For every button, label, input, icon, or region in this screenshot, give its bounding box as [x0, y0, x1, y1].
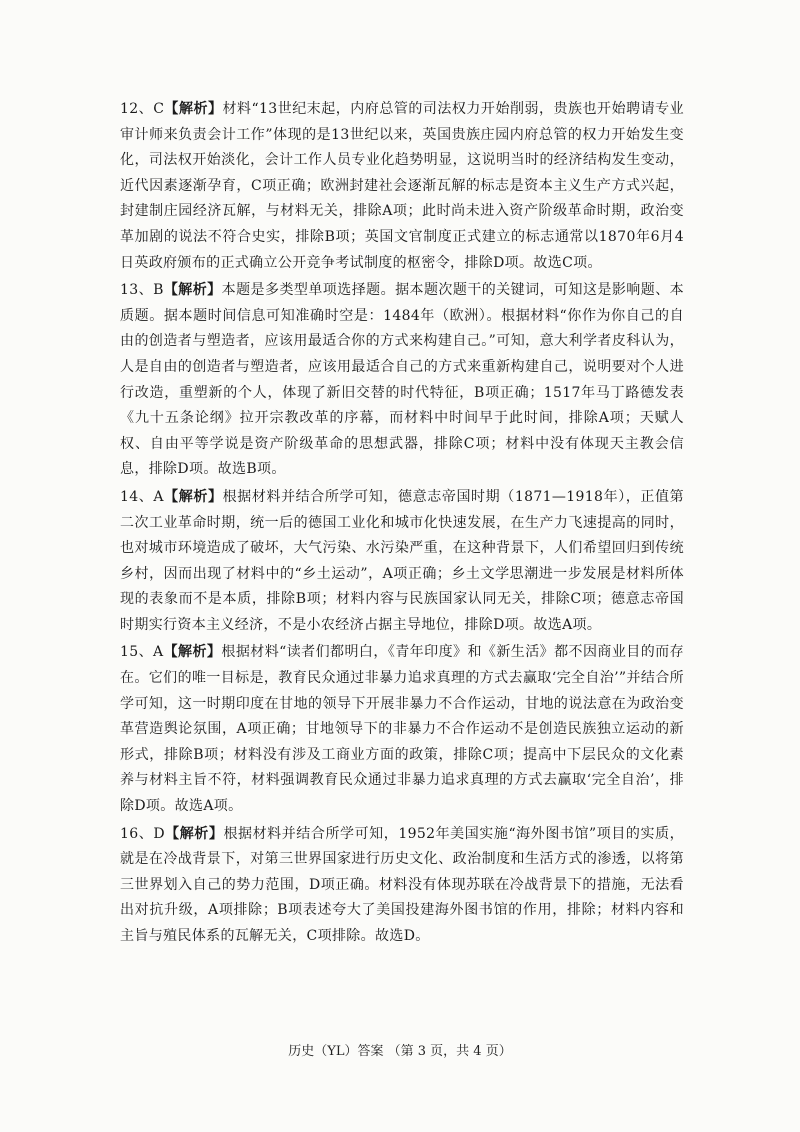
analysis-text: 材料“13世纪末起，内府总管的司法权力开始削弱，贵族也开始聘请专业审计师来负责会计工作”体现的是13世纪以来，英国贵族庄园内府总管的权力开始发生变化，司法权开始淡化，会计工作人员专业化趋势明显，这说明当时的经济结构发生变动，近代因素逐渐孕育，C项正确；欧洲封建社会逐渐瓦解的标志是资本主义生产方式兴起，封建制庄园经济瓦解，与材料无关，排除A项；此时尚未进入资产阶级革命时期，政治变革加剧的说法不符合史实，排除B项；英国文官制度正式建立的标志通常以1870年6月4日英政府颁布的正式确立公开竞争考试制度的枢密令，排除D项。故选C项。: [120, 101, 684, 271]
answer-letter: C: [153, 101, 165, 117]
analysis-tag: 【解析】: [163, 644, 222, 661]
analysis-tag: 【解析】: [164, 825, 224, 842]
analysis-text: 根据材料“读者们都明白，《青年印度》和《新生活》都不因商业目的而存在。它们的唯一目标是，教育民众通过非暴力追求真理的方式去赢取‘完全自治’”并结合所学可知，这一时期印度在甘地的领导下开展非暴力不合作运动，甘地的说法意在为政治变革营造舆论氛围，A项正确；甘地领导下的非暴力不合作运动不是创造民族独立运动的新形式，排除B项；材料没有涉及工商业方面的政策，排除C项；提高中下层民众的文化素养与材料主旨不符，材料强调教育民众通过非暴力追求真理的方式去赢取‘完全自治’，排除D项。故选A项。: [120, 644, 684, 815]
answer-letter: B: [153, 282, 164, 299]
question-number: 15、: [120, 644, 154, 661]
page-footer: 历史（YL）答案 （第 3 页，共 4 页）: [288, 1044, 512, 1059]
answer-item-14: [120, 485, 684, 639]
analysis-text: 本题是多类型单项选择题。据本题次题干的关键词，可知这是影响题、本质题。据本题时间信息可知准确时空是：1484年（欧洲）。根据材料“你作为你自己的自由的创造者与塑造者，应该用最适合你的方式来构建自己。”可知，意大利学者皮科认为，人是自由的创造者与塑造者，应该用最适合自己的方式来重新构建自己，说明要对个人进行改造，重塑新的个人，体现了新旧交替的时代特征，B项正确；1517年马丁路德发表《九十五条论纲》拉开宗教改革的序幕，而材料中时间早于此时间，排除A项；天赋人权、自由平等学说是资产阶级革命的思想武器，排除C项；材料中没有体现天主教会信息，排除D项。故选B项。: [120, 282, 684, 478]
analysis-tag: 【解析】: [163, 282, 222, 299]
answer-letter: A: [153, 488, 164, 505]
answer-letter: A: [153, 644, 164, 661]
answer-item-16: [120, 822, 684, 950]
question-number: 16、: [120, 825, 154, 842]
analysis-tag: 【解析】: [163, 488, 223, 505]
question-number: 12、: [120, 101, 154, 117]
answer-item-13: [120, 278, 684, 483]
answer-explanations: [120, 97, 684, 952]
question-number: 14、: [120, 488, 154, 505]
analysis-text: 根据材料并结合所学可知，1952年美国实施“海外图书馆”项目的实质，就是在冷战背景下，对第三世界国家进行历史文化、政治制度和生活方式的渗透，以将第三世界划入自己的势力范围，D项正确。材料没有体现苏联在冷战背景下的措施，无法看出对抗升级，A项排除；B项表述夸大了美国投建海外图书馆的作用，排除；材料内容和主旨与殖民体系的瓦解无关，C项排除。故选D。: [120, 825, 685, 944]
question-number: 13、: [120, 282, 154, 299]
answer-letter: D: [153, 825, 165, 842]
analysis-tag: 【解析】: [164, 101, 223, 117]
answer-item-12: [120, 97, 684, 276]
answer-item-15: [120, 640, 684, 819]
analysis-text: 根据材料并结合所学可知，德意志帝国时期（1871—1918年），正值第二次工业革命时期，统一后的德国工业化和城市化快速发展，在生产力飞速提高的同时，也对城市环境造成了破坏，大气污染、水污染严重，在这种背景下，人们希望回归到传统乡村，因而出现了材料中的“乡土运动”，A项正确；乡土文学思潮进一步发展是材料所体现的表象而不是本质，排除B项；材料内容与民族国家认同无关，排除C项；德意志帝国时期实行资本主义经济，不是小农经济占据主导地位，排除D项。故选A项。: [120, 488, 684, 633]
